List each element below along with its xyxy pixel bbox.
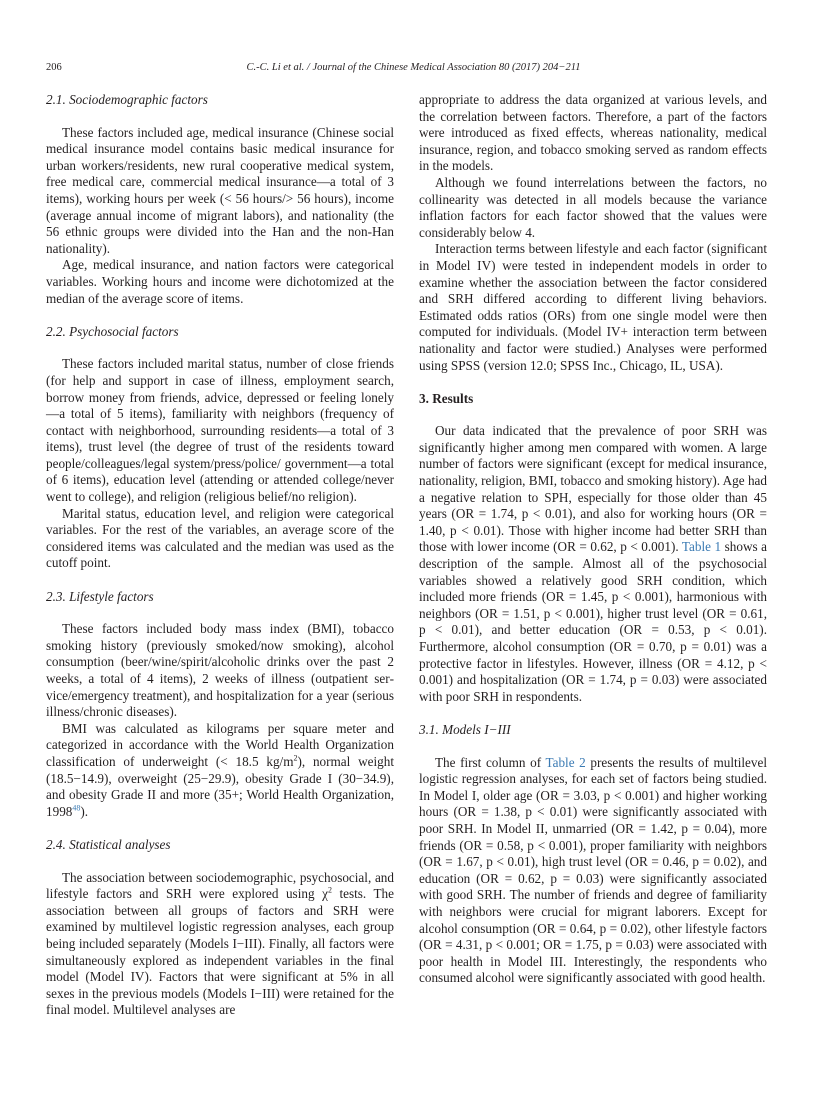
text-run: ). [80, 803, 89, 819]
section-heading: 2.2. Psychosocial factors [46, 323, 179, 339]
reference-link[interactable]: 48 [72, 803, 81, 813]
section-sociodemographic [46, 92, 394, 307]
paragraph [419, 423, 767, 705]
paragraph: These factors included age, medical insurance (Chinese social medical insurance model contains basic medical insurance for urban workers/residents, new rural cooperative medical system, free medical care, commercial medical insurance—a total of 3 items), working hours per week (< 56 hours/> 56 hours), income (average annual income of migrant labors), and nationality (the 56 ethnic groups were divided into the Han and the non-Han nationality). [46, 124, 394, 256]
paragraph: Age, medical insurance, and nation factors were categorical variables. Working hours and income were dichotomized at the median of the average score of items. [46, 257, 394, 306]
text-run: BMI was calculated as kilograms per square meter and categorized in accordance with the World Health Organization classification of underweight (< 18.5 kg/m [46, 720, 394, 769]
right-column [419, 92, 767, 987]
table-1-link[interactable]: Table 1 [681, 539, 722, 555]
paragraph: appropriate to address the data organized at various levels, and the correlation between factors. Therefore, a part of the factors were introduced as fixed effects, whereas nationality, medical insurance, region, and tobacco smoking served as random effects in the models. [419, 92, 767, 174]
section-heading: 3. Results [419, 390, 474, 406]
section-psychosocial [46, 324, 394, 572]
paragraph [419, 755, 767, 987]
text-run: presents the results of multilevel logistic regression analyses, for each set of factors being studied. In Model I, older age (OR = 3.03, p < 0.001) and higher working hours (OR = 1.38, p < 0.01) were significantly associated with poor SRH. In Model II, unmarried (OR = 1.42, p = 0.04), more friends (OR = 0.58, p < 0.001), proper familiarity with neighbors (OR = 1.67, p < 0.01), high trust level (OR = 0.46, p = 0.02), and education (OR = 0.62, p = 0.03) were significantly associated with good SRH. The number of friends and degree of familiarity with neighbors were crucial for migrant laborers. Except for alcohol consumption (OR = 0.64, p = 0.02), other lifestyle factors (OR = 4.31, p < 0.001; OR = 1.75, p = 0.03) were associated with poor health in Model III. Interestingly, the respondents who consumed alcohol were significantly associated with good health. [419, 754, 767, 986]
page-number: 206 [46, 62, 62, 73]
text-run: ), normal weight (18.5−14.9), overweight (25−29.9), obesity Grade I (30−34.9), and obesity Grade II and more (35+; World Health Organization, 1998 [46, 753, 394, 819]
section-models-i-iii [419, 722, 767, 987]
text-run: Our data indicated that the prevalence of poor SRH was significantly higher among men compared with women. A large number of factors were significant (except for medical insurance, nationality, religion, BMI, tobacco and smoking history). Age had a negative relation to SPH, especially for those older than 45 years (OR = 1.74, p < 0.01), and also for working hours (OR = 1.40, p < 0.01). Those with higher income had better SRH than those with lower income (OR = 0.62, p < 0.001). [419, 423, 767, 555]
section-heading: 2.4. Statistical analyses [46, 836, 171, 852]
paragraph [46, 870, 394, 1019]
page-header [46, 62, 781, 78]
section-results [419, 391, 767, 706]
superscript: 2 [293, 753, 298, 763]
section-heading: 2.3. Lifestyle factors [46, 588, 154, 604]
table-2-link[interactable]: Table 2 [545, 754, 586, 770]
paragraph [46, 721, 394, 821]
paragraph: These factors included marital status, number of close friends (for help and support in case of illness, employment search, borrow money from friends, advice, depressed or feeling lonely—a total of 5 items), familiarity with neighbors (frequency of contact with neighborhood, surrounding residents—a total of 3 items), trust level (the degree of trust of the residents toward people/colleagues/legal system/press/police/ government—a total of 6 items), education level (attending or attended college/never went to college), and religion (religious belief/no religion). [46, 356, 394, 505]
section-statistical-analyses [46, 837, 394, 1019]
left-column [46, 92, 394, 1019]
section-heading: 2.1. Sociodemographic factors [46, 92, 208, 107]
text-run: The association between sociodemographic, psychosocial, and lifestyle factors and SRH were explored using χ [46, 869, 394, 902]
superscript: 2 [327, 885, 332, 895]
section-heading: 3.1. Models I−III [419, 721, 511, 737]
text-run: tests. The association between all groups of factors and SRH were examined by multilevel logistic regression analyses, each group being included separately (Models I−III). Finally, all factors were simultaneously explored as independent variables in the final model (Model IV). Factors that were significant at 5% in all sexes in the previous models (Models I−III) were retained for the final model. Multilevel analyses are [46, 886, 394, 1018]
paragraph: These factors included body mass index (BMI), tobacco smoking history (previously smoked/now smoking), alcohol consumption (beer/wine/spirit/alcoholic drinks over the past 2 weeks, a total of 4 items), 2 weeks of illness (outpatient service/emergency treatment), and hospitalization for a year (serious illness/chronic diseases). [46, 621, 394, 720]
paragraph: Although we found interrelations between the factors, no collinearity was detected in all models because the variance inflation factors for each factor showed that the values were considerably below 4. [419, 174, 767, 240]
text-run: The first column of [435, 754, 546, 770]
running-head: C.-C. Li et al. / Journal of the Chinese Medical Association 80 (2017) 204−211 [246, 62, 581, 73]
text-run: shows a description of the sample. Almost all of the psychosocial variables showed a relatively good SRH condition, which included more friends (OR = 1.45, p < 0.001), harmonious with neighbors (OR = 1.51, p < 0.001), higher trust level (OR = 0.61, p < 0.01), and better education (OR = 0.53, p < 0.01). Furthermore, alcohol consumption (OR = 0.70, p = 0.01) was a protective factor in lifestyles. However, illness (OR = 4.12, p < 0.001) and hospitalization (OR = 1.74, p = 0.03) were associated with poor SRH in respondents. [419, 539, 767, 704]
paragraph: Marital status, education level, and religion were categorical variables. For the rest of the variables, an average score of the considered items was calculated and the median was used as the cutoff point. [46, 505, 394, 571]
paragraph: Interaction terms between lifestyle and each factor (significant in Model IV) were tested in independent models in order to examine whether the association between the factor considered and SRH differed according to different living behaviors. Estimated odds ratios (ORs) from one single model were then computed for individuals. (Model IV+ interaction term between nationality and factor were studied.) Analyses were performed using SPSS (version 12.0; SPSS Inc., Chicago, IL, USA). [419, 241, 767, 373]
section-lifestyle [46, 589, 394, 821]
